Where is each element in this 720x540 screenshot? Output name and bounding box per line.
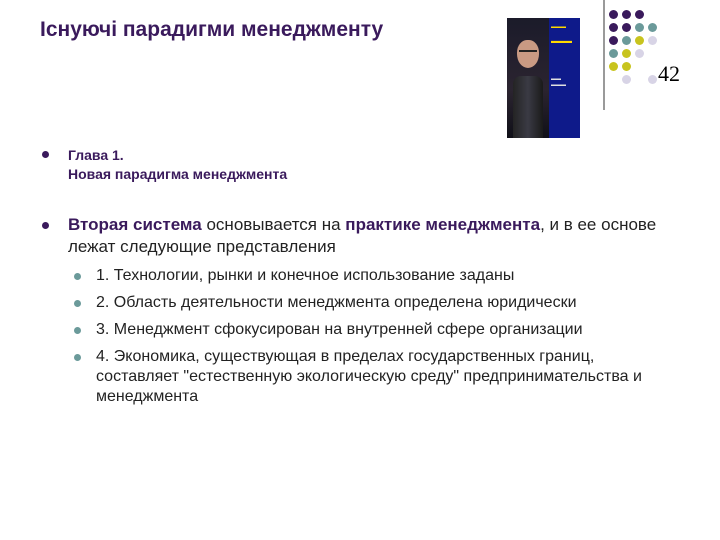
decor-dot [648,75,657,84]
main-bullet [40,214,680,258]
decor-dot [609,10,618,19]
decor-dot [609,49,618,58]
list-item: 1. Технологии, рынки и конечное использование заданы [68,266,680,286]
chapter-number: Глава 1. [68,147,124,163]
divider-line [603,0,605,110]
decor-dot [622,75,631,84]
decor-dot [622,36,631,45]
list-item: 3. Менеджмент сфокусирован на внутренней сфере организации [68,320,680,340]
slide-title: Існуючі парадигми менеджменту [40,18,384,41]
decor-dot [622,10,631,19]
decor-dot [609,62,618,71]
decor-dot [622,62,631,71]
decor-dot [609,23,618,32]
page-number: 42 [658,61,680,86]
bullet-icon [74,300,81,307]
beliefs-list [68,266,680,407]
decor-dot [622,49,631,58]
decor-dot [635,36,644,45]
decor-dot [609,36,618,45]
bullet-icon [74,273,81,280]
slide-content [40,146,680,414]
chapter-title: Новая парадигма менеджмента [68,166,288,182]
list-item: 4. Экономика, существующая в пределах государственных границ, составляет "естественную экологическую среду" предпринимательства и менеджмента [68,347,680,407]
decor-dot [635,10,644,19]
highlight-management-practice: практике менеджмента [345,215,541,234]
decor-dot [648,36,657,45]
author-photo [507,18,549,138]
decor-dot [635,49,644,58]
list-item: 2. Область деятельности менеджмента определена юридически [68,293,680,313]
highlight-second-system: Вторая система [68,215,202,234]
decor-dot [635,23,644,32]
bullet-icon [74,327,81,334]
main-paragraph: Вторая система основывается на практике менеджмента, и в ее основе лежат следующие представления [68,215,657,256]
decor-dot [648,23,657,32]
bullet-icon [74,354,81,361]
book-cover-image: ▬▬▬ ▬▬▬ ▬▬ ▬▬▬ [507,18,580,138]
bullet-icon [42,222,49,229]
decor-dot [622,23,631,32]
chapter-bullet [40,146,680,184]
bullet-icon [42,151,49,158]
